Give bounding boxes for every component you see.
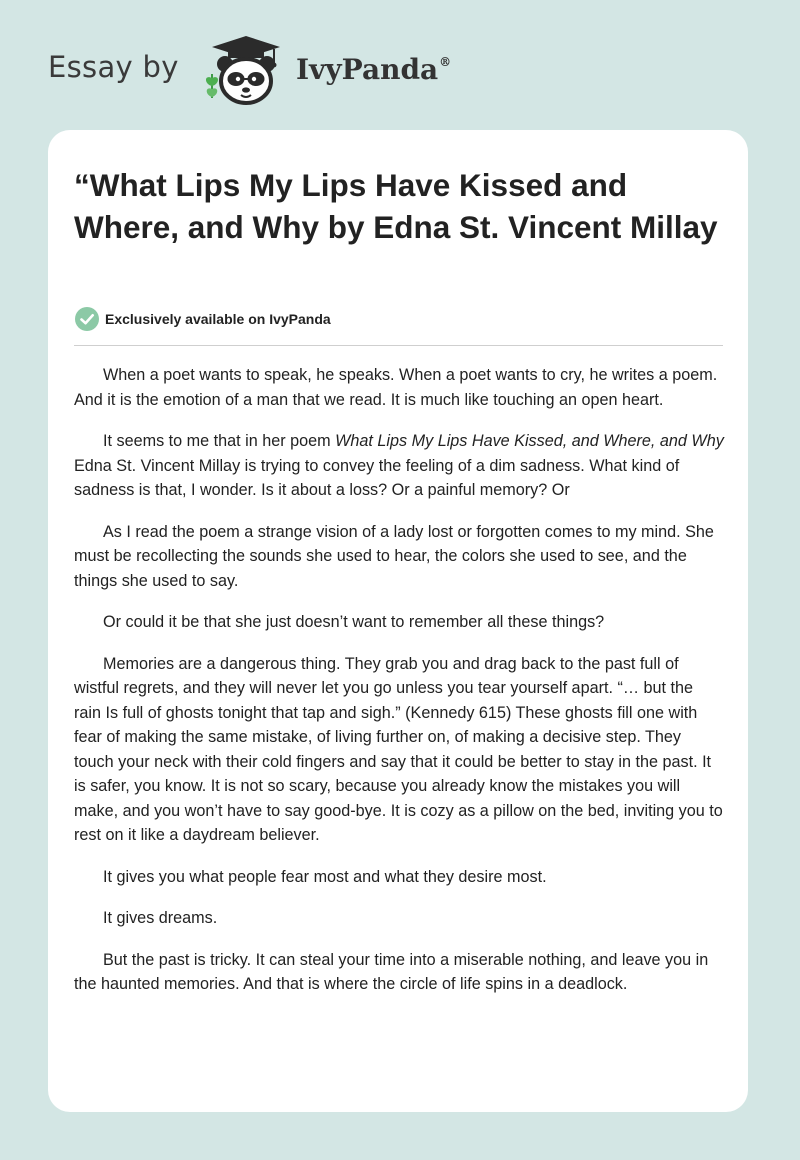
- exclusive-badge-text: Exclusively available on IvyPanda: [105, 311, 331, 327]
- paragraph: It gives dreams.: [103, 909, 218, 927]
- essay-by-label: Essay by: [48, 50, 179, 84]
- paragraph: It gives you what people fear most and what they desire most.: [103, 867, 547, 886]
- paragraph: But the past is tricky. It can steal your time into a miserable nothing, and leave you in the haunted memories. And that is where the circle of life spins in a deadlock.: [74, 950, 709, 993]
- paragraph: Memories are a dangerous thing. They grab you and drag back to the past full of wistful regrets, and they will never let you go unless you tear yourself apart. “… but the rain Is full of ghosts tonight that tap and sigh.” (Kennedy 615) These ghosts fill one with fear of making the same mistake, of living further on, of making a decisive step. They touch your neck with their cold fingers and say that it could be better to stay in the past. It is safer, you know. It is not so scary, because you already know the mistakes you will make, and you won’t have to say good-bye. It is cozy as a pillow on the bed, inviting you to rest on it like a daydream believer.: [74, 654, 723, 844]
- brand-name: IvyPanda: [296, 53, 439, 86]
- paragraph: Or could it be that she just doesn’t want to remember all these things?: [103, 613, 605, 631]
- paragraph: When a poet wants to speak, he speaks. When a poet wants to cry, he writes a poem. And it is the emotion of a man that we read. It is much like touching an open heart.: [74, 366, 718, 409]
- essay-body: [74, 363, 724, 1014]
- exclusive-badge: [74, 306, 331, 332]
- ivypanda-logo-icon[interactable]: [200, 34, 292, 108]
- paragraph-text: It seems to me that in her poem: [103, 432, 336, 450]
- site-header: [0, 0, 800, 130]
- essay-card: [48, 130, 748, 1112]
- paragraph: As I read the poem a strange vision of a lady lost or forgotten comes to my mind. She must be recollecting the sounds she used to hear, the colors she used to see, and the things she used to say.: [74, 522, 714, 590]
- title-divider: [74, 345, 723, 346]
- ivypanda-brand[interactable]: [296, 53, 451, 86]
- essay-title: “What Lips My Lips Have Kissed and Where, and Why by Edna St. Vincent Millay: [74, 167, 718, 245]
- poem-title: What Lips My Lips Have Kissed, and Where, and Why: [335, 432, 724, 450]
- registered-mark: ®: [439, 55, 452, 69]
- paragraph-text: Edna St. Vincent Millay is trying to convey the feeling of a dim sadness. What kind of sadness is that, I wonder. Is it about a loss? Or a painful memory? Or: [74, 456, 680, 499]
- check-circle-icon: [74, 306, 100, 332]
- paragraph: [74, 429, 724, 503]
